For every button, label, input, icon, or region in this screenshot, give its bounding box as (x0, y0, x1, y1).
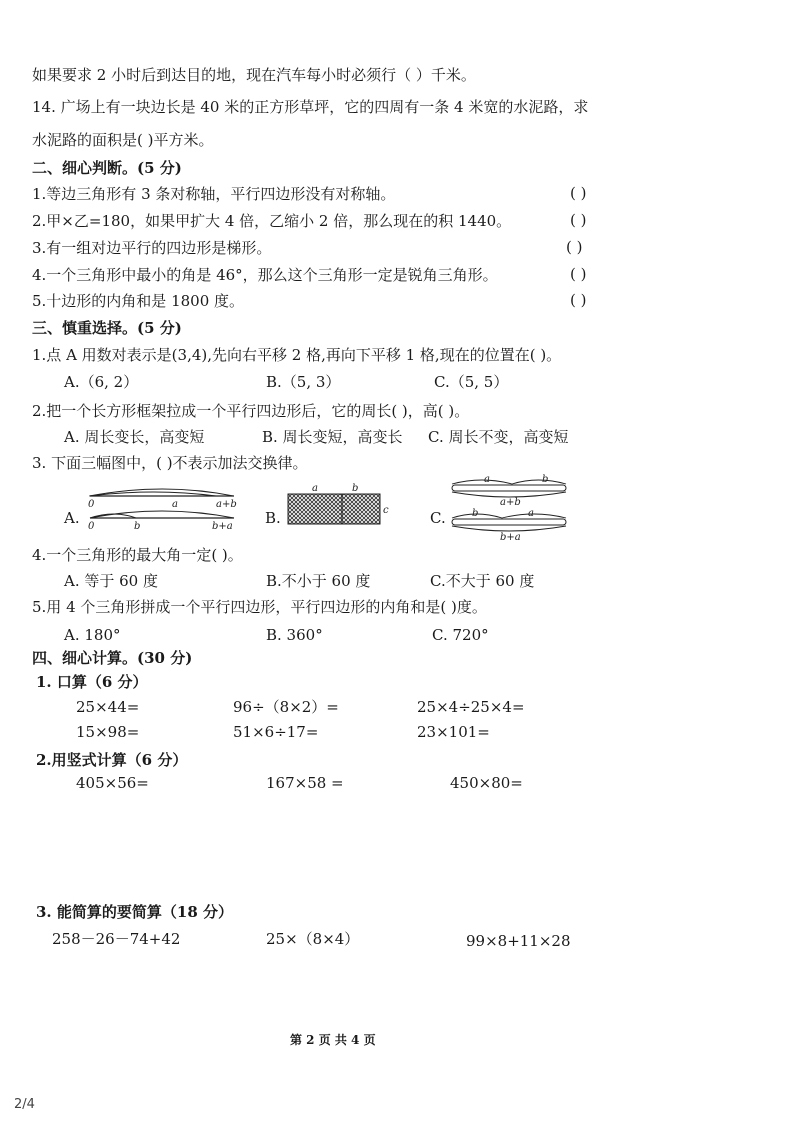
choice-q3: 3. 下面三幅图中，( )不表示加法交换律。 (32, 454, 308, 472)
oral-item-4: 15×98= (76, 723, 140, 741)
choice-q3-label-b: B. (265, 509, 281, 527)
choice-q2: 2.把一个长方形框架拉成一个平行四边形后，它的周长( )，高( )。 (32, 402, 470, 420)
oral-item-2: 96÷（8×2）= (233, 698, 339, 716)
choice-q4-option-b: B.不小于 60 度 (266, 572, 371, 590)
oral-item-6: 23×101= (417, 723, 490, 741)
fig-a-top-zero: 0 (88, 499, 95, 510)
choice-q5-option-b: B. 360° (266, 626, 323, 644)
choice-q1: 1.点 A 用数对表示是(3,4),先向右平移 2 格,再向下平移 1 格,现在的位置在( )。 (32, 346, 562, 364)
vertical-item-2: 167×58 = (266, 774, 344, 792)
choice-q1-option-c: C.（5, 5） (434, 373, 509, 391)
section-choice-heading: 三、慎重选择。(5 分) (32, 319, 182, 337)
choice-q1-option-a: A.（6, 2） (64, 373, 139, 391)
vertical-item-1: 405×56= (76, 774, 149, 792)
choice-q4-option-a: A. 等于 60 度 (64, 572, 158, 590)
choice-q2-option-c: C. 周长不变，高变短 (428, 428, 569, 446)
fig-c-bottom-a: a (528, 508, 534, 519)
judge-answer-1: ( ) (570, 184, 587, 202)
vertical-item-3: 450×80= (450, 774, 523, 792)
figure-c-bars (448, 474, 574, 544)
judge-answer-3: ( ) (566, 238, 583, 256)
fig-a-bottom-zero: 0 (88, 521, 95, 532)
judge-answer-4: ( ) (570, 265, 587, 283)
judge-answer-2: ( ) (570, 211, 587, 229)
fig-c-top-b: b (542, 474, 549, 485)
fig-c-top-sum: a+b (500, 497, 521, 508)
simplify-item-1: 258－26－74+42 (52, 930, 181, 948)
question-14-line1: 14. 广场上有一块边长是 40 米的正方形草坪，它的四周有一条 4 米宽的水泥路，求 (32, 98, 589, 116)
choice-q2-option-a: A. 周长变长，高变短 (64, 428, 205, 446)
section-judge-heading: 二、细心判断。(5 分) (32, 159, 182, 177)
choice-q3-label-a: A. (64, 509, 80, 527)
choice-q4-option-c: C.不大于 60 度 (430, 572, 535, 590)
fig-a-top-a: a (172, 499, 178, 510)
choice-q4: 4.一个三角形的最大角一定( )。 (32, 546, 243, 564)
viewer-page-indicator: 2/4 (14, 1097, 35, 1112)
fig-b-label-c: c (383, 505, 389, 516)
fig-a-top-sum: a+b (216, 499, 237, 510)
fig-a-bottom-b: b (134, 521, 141, 532)
judge-item-2: 2.甲×乙=180，如果甲扩大 4 倍，乙缩小 2 倍，那么现在的积 1440。 (32, 212, 512, 230)
fig-c-top-a: a (484, 474, 490, 485)
judge-answer-5: ( ) (570, 291, 587, 309)
page-footer: 第 2 页 共 4 页 (290, 1033, 376, 1047)
judge-item-1: 1.等边三角形有 3 条对称轴，平行四边形没有对称轴。 (32, 185, 396, 203)
fig-b-label-b: b (352, 483, 359, 494)
choice-q1-option-b: B.（5, 3） (266, 373, 341, 391)
choice-q2-option-b: B. 周长变短，高变长 (262, 428, 403, 446)
choice-q5-option-c: C. 720° (432, 626, 489, 644)
vertical-calc-heading: 2.用竖式计算（6 分） (36, 751, 188, 769)
oral-item-3: 25×4÷25×4= (417, 698, 525, 716)
judge-item-5: 5.十边形的内角和是 1800 度。 (32, 292, 245, 310)
fig-c-bottom-sum: b+a (500, 532, 521, 543)
figure-a-number-line (84, 478, 244, 534)
figure-b-rectangle (284, 482, 394, 528)
oral-calc-heading: 1. 口算（6 分） (36, 673, 148, 691)
question-13-continuation: 如果要求 2 小时后到达目的地，现在汽车每小时必须行（ ）千米。 (32, 66, 476, 84)
judge-item-3: 3.有一组对边平行的四边形是梯形。 (32, 239, 272, 257)
choice-q5-option-a: A. 180° (64, 626, 121, 644)
simplify-item-2: 25×（8×4） (266, 930, 360, 948)
simplify-item-3: 99×8+11×28 (466, 932, 571, 950)
simplify-calc-heading: 3. 能简算的要简算（18 分） (36, 903, 233, 921)
fig-c-bottom-b: b (472, 508, 479, 519)
choice-q5: 5.用 4 个三角形拼成一个平行四边形，平行四边形的内角和是( )度。 (32, 598, 487, 616)
fig-a-bottom-sum: b+a (212, 521, 233, 532)
oral-item-1: 25×44= (76, 698, 140, 716)
question-14-line2: 水泥路的面积是( )平方米。 (32, 131, 214, 149)
fig-b-label-a: a (312, 483, 318, 494)
choice-q3-label-c: C. (430, 509, 446, 527)
judge-item-4: 4.一个三角形中最小的角是 46°，那么这个三角形一定是锐角三角形。 (32, 266, 498, 284)
section-calc-heading: 四、细心计算。(30 分) (32, 649, 193, 667)
oral-item-5: 51×6÷17= (233, 723, 319, 741)
